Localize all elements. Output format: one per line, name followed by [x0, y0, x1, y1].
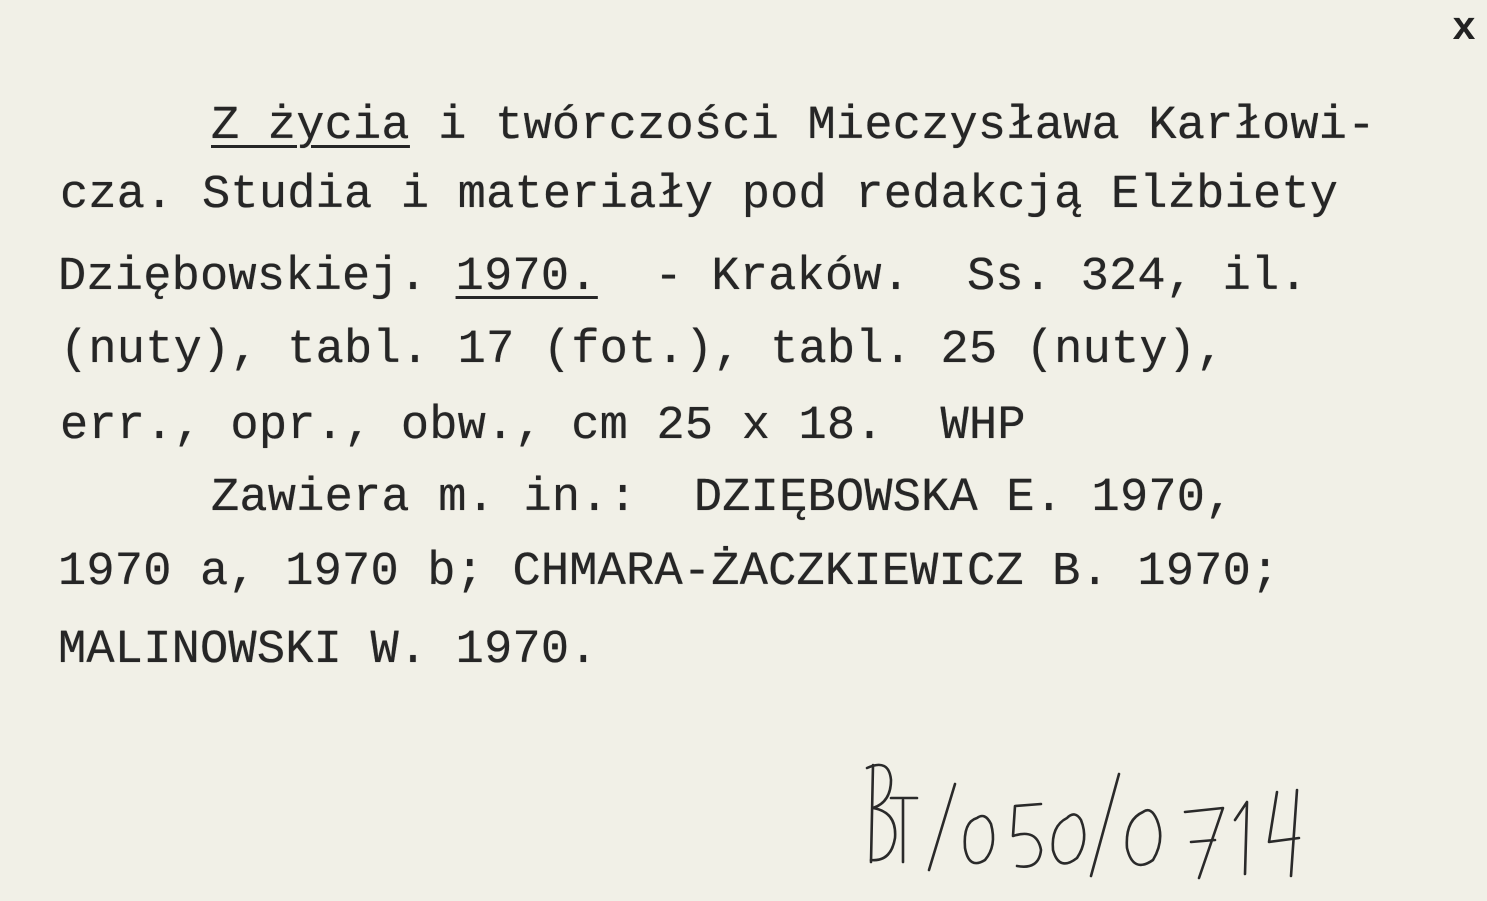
entry-line-2: cza. Studia i materiały pod redakcją Elżbiety: [60, 169, 1339, 222]
handwritten-call-number: [845, 750, 1315, 880]
entry-line-5: err., opr., obw., cm 25 x 18. WHP: [60, 400, 1026, 453]
corner-mark: x: [1452, 7, 1477, 52]
handwritten-call-number-drawing: [845, 750, 1315, 880]
year-underlined: 1970.: [455, 251, 598, 304]
title-rest: i twórczości Mieczysława Karłowi-: [409, 100, 1376, 153]
author-text: Dziębowskiej.: [58, 251, 456, 304]
entry-line-1: [211, 100, 1376, 153]
entry-line-4: (nuty), tabl. 17 (fot.), tabl. 25 (nuty),: [60, 324, 1225, 377]
entry-line-3: [58, 251, 1308, 304]
place-pages-text: - Kraków. Ss. 324, il.: [597, 251, 1308, 304]
entry-line-8: MALINOWSKI W. 1970.: [58, 624, 598, 677]
entry-line-6: Zawiera m. in.: DZIĘBOWSKA E. 1970,: [211, 472, 1234, 525]
title-underlined: Z życia: [211, 100, 410, 153]
entry-line-7: 1970 a, 1970 b; CHMARA-ŻACZKIEWICZ B. 1970;: [58, 546, 1280, 599]
